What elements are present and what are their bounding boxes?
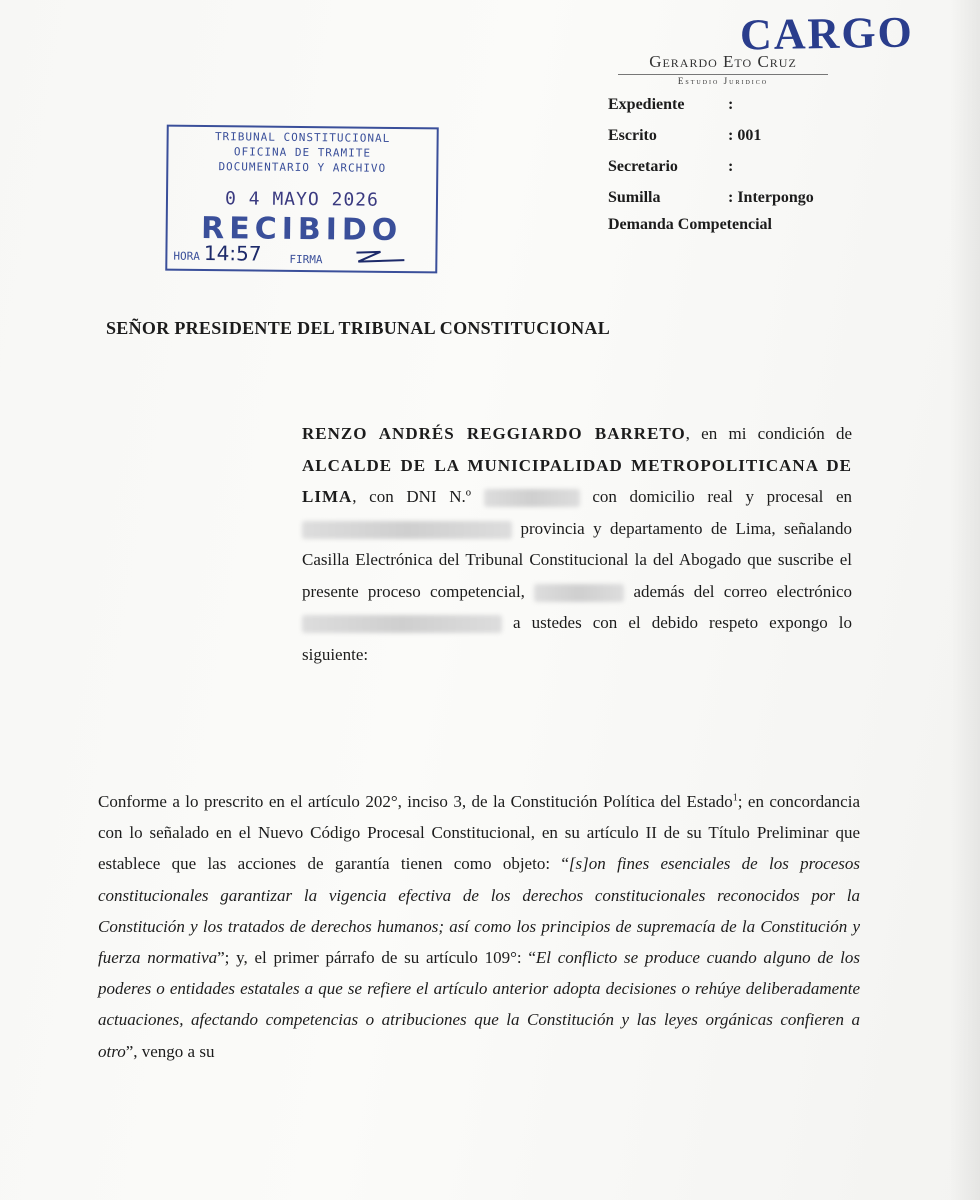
stamp-line: TRIBUNAL CONSTITUCIONAL (214, 130, 391, 145)
meta-label: Expediente (608, 96, 685, 113)
quotation: El conflicto se produce cuando alguno de los poderes o entidades estatales a que se refiere el artículo anterior adopta decisiones o rehúye deliberadamente actuaciones, afectando competencias o atribuciones que la Constitución y las leyes orgánicas confieren a otro (98, 948, 860, 1061)
stamp-hour (173, 241, 261, 266)
redacted-email (302, 615, 502, 633)
law-firm-letterhead (618, 52, 828, 86)
page-shadow (950, 0, 980, 1200)
addressee-heading: SEÑOR PRESIDENTE DEL TRIBUNAL CONSTITUCIONAL (106, 318, 610, 338)
sumilla-continuation: Demanda Competencial (608, 216, 772, 233)
stamp-line: OFICINA DE TRAMITE (233, 145, 372, 160)
meta-value: : (728, 96, 734, 113)
case-metadata (608, 96, 814, 234)
intro-text: además del correo electrónico (624, 581, 853, 601)
firm-name: Gerardo Eto Cruz (649, 52, 797, 71)
footnote-marker: 1 (732, 792, 738, 804)
redacted-casilla (534, 584, 624, 602)
body-text: ”, vengo a su (125, 1041, 215, 1061)
cargo-stamp: CARGO (739, 7, 915, 60)
received-stamp (165, 125, 439, 274)
petitioner-role: ALCALDE DE LA MUNICIPALIDAD METROPOLITICANA DE LIMA (302, 455, 852, 506)
firm-subtitle: Estudio Juridico (618, 74, 828, 86)
meta-label: Sumilla (608, 189, 661, 206)
meta-label: Escrito (608, 127, 657, 144)
redacted-address (302, 521, 512, 539)
intro-text: , con DNI N.º (352, 487, 484, 506)
meta-row-secretario (608, 158, 814, 189)
stamp-hour-label: HORA (173, 249, 200, 263)
meta-label: Secretario (608, 158, 678, 175)
intro-text: provincia y departamento de Lima, señalando Casilla Electrónica del Tribunal Constitucional la del Abogado que suscribe el presente proceso competencial, (302, 518, 852, 601)
petitioner-name: RENZO ANDRÉS REGGIARDO BARRETO (302, 424, 686, 443)
signature-scribble (352, 249, 412, 266)
intro-text: , en mi condición de (685, 424, 852, 443)
intro-paragraph (302, 418, 852, 670)
stamp-line: DOCUMENTARIO Y ARCHIVO (218, 160, 387, 175)
intro-text: a ustedes con el debido respeto expongo lo siguiente: (302, 613, 852, 664)
stamp-date: 0 4 MAYO 2026 (224, 188, 380, 211)
intro-text: con domicilio real y procesal en (579, 487, 852, 506)
body-text: Conforme a lo prescrito en el artículo 202°, inciso 3, de la Constitución Política del Estado (98, 792, 733, 811)
meta-value: : 001 (728, 127, 762, 144)
meta-value: : (728, 158, 734, 175)
stamp-hour-value: 14:57 (203, 240, 262, 266)
body-text: ”; y, el primer párrafo de su artículo 109°: “ (217, 948, 536, 968)
quotation: [s]on fines esenciales de los procesos constitucionales garantizar la vigencia efectiva de los derechos constitucionales reconocidos por la Constitución y los tratados de derechos humanos; así como los principios de supremacía de la Constitución y fuerza normativa (98, 854, 860, 968)
meta-row-escrito (608, 127, 814, 158)
body-text: ; en concordancia con lo señalado en el Nuevo Código Procesal Constitucional, en su artículo II de su Título Preliminar que establece que las acciones de garantía tienen como objeto: “ (98, 792, 860, 874)
stamp-firma-label: FIRMA (289, 252, 323, 267)
stamp-status: RECIBIDO (200, 210, 403, 249)
meta-row-expediente (608, 96, 814, 127)
meta-value: : Interpongo (728, 189, 814, 206)
body-paragraph (98, 786, 860, 1067)
redacted-dni (484, 489, 580, 507)
